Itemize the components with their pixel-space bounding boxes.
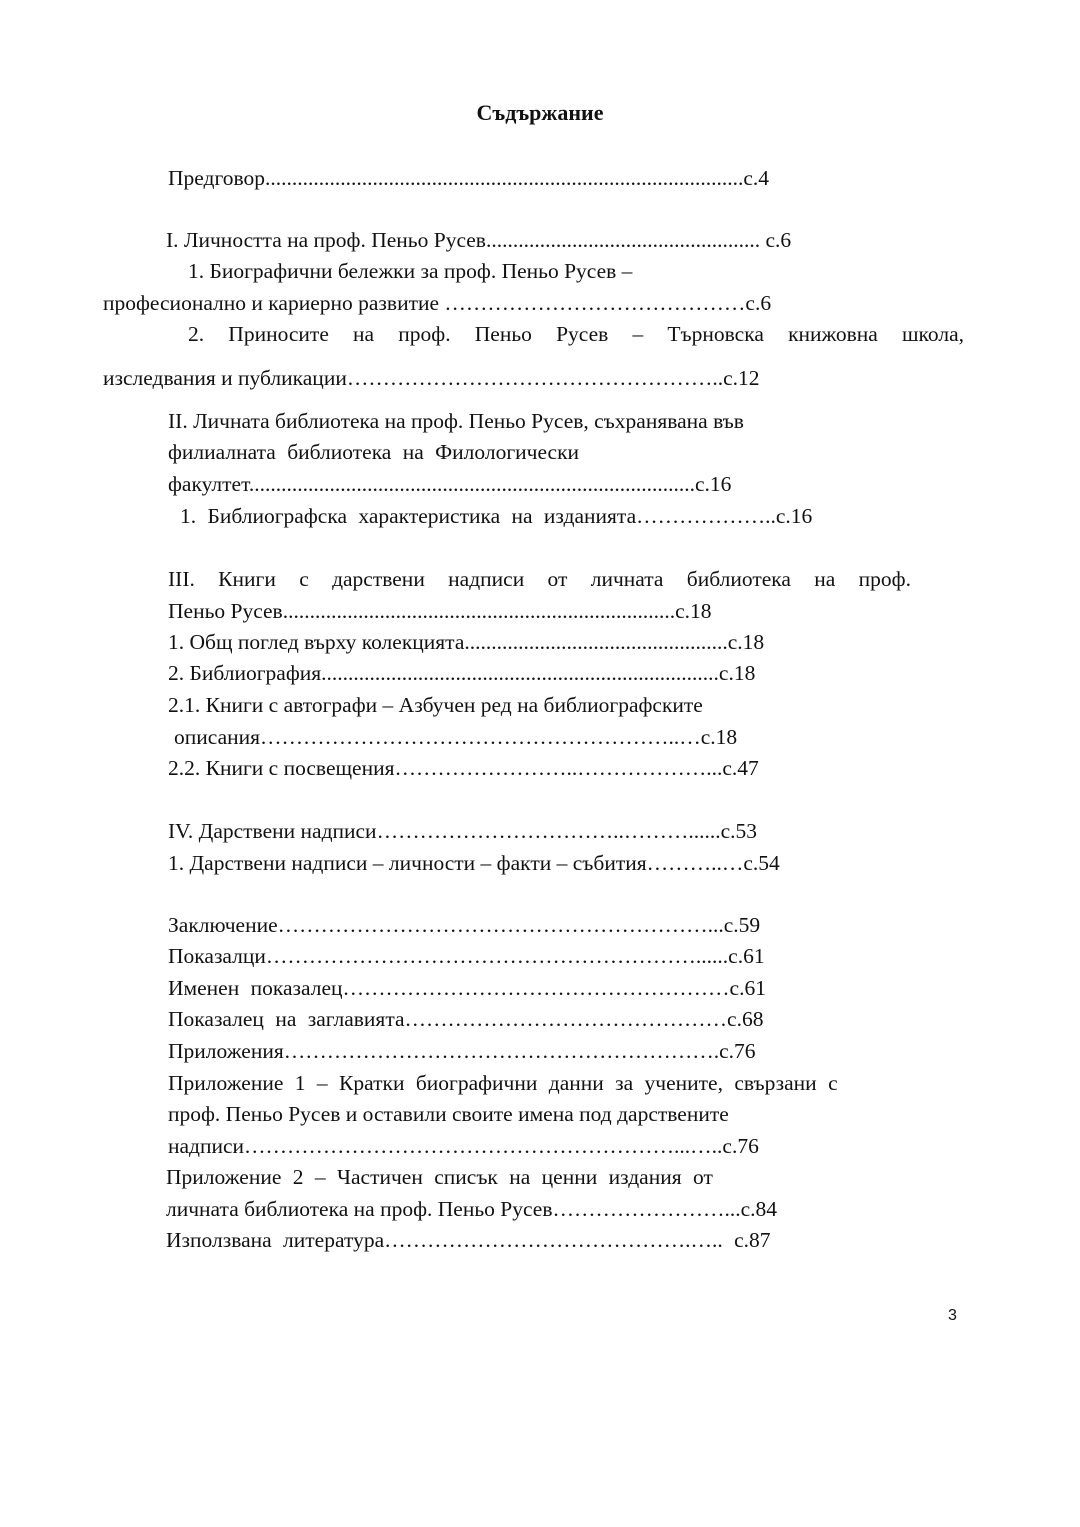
toc-entry-appendix2-line1: Приложение 2 – Частичен списък на ценни издания от (166, 1165, 713, 1189)
toc-part3-heading-line1: III. Книги с дарствени надписи от личната библиотека на проф. (168, 567, 911, 591)
toc-entry-references: Използвана литература…………………………………….….. с.87 (166, 1228, 771, 1252)
toc-entry-appendix1-line3: надписи……………………………………………………...…..с.76 (168, 1134, 759, 1158)
toc-part2-heading-line1: II. Личната библиотека на проф. Пеньо Русев, съхранявана във (168, 409, 744, 433)
toc-part1-item1-line2: професионално и кариерно развитие ……………………………………с.6 (103, 291, 772, 315)
toc-part3-item2: 2. Библиография..........................................................................с.18 (168, 661, 756, 685)
toc-part2-heading-line2: филиалната библиотека на Филологически (168, 440, 580, 464)
toc-part1-item1-line1: 1. Биографични бележки за проф. Пеньо Русев – (188, 259, 633, 283)
toc-part3-item22: 2.2. Книги с посвещения……………………..………………...с.47 (168, 756, 759, 780)
toc-part4-heading: IV. Дарствени надписи……………………………..………......с.53 (168, 819, 757, 843)
toc-entry-name-index: Именен показалец………………………………………………с.61 (168, 976, 766, 1000)
toc-part3-heading-line2: Пеньо Русев.........................................................................с.18 (168, 599, 712, 623)
toc-entry-appendix1-line1: Приложение 1 – Кратки биографични данни за учените, свързани с (168, 1071, 838, 1095)
toc-part3-item21-line1: 2.1. Книги с автографи – Азбучен ред на библиографските (168, 693, 703, 717)
toc-part1-item2-line1: 2. Приносите на проф. Пеньо Русев – Търновска книжовна школа, (188, 322, 964, 346)
toc-part1-heading: I. Личността на проф. Пеньо Русев................................................... с.6 (166, 228, 792, 252)
toc-part1-item2-line2: изследвания и публикации……………………………………………..с.12 (103, 366, 760, 390)
toc-entry-appendix1-line2: проф. Пеньо Русев и оставили своите имена под дарствените (168, 1102, 729, 1126)
toc-entry-conclusion: Заключение……………………………………………………...с.59 (168, 913, 761, 937)
toc-entry-appendix2-line2: личната библиотека на проф. Пеньо Русев……………………...с.84 (166, 1197, 778, 1221)
toc-part3-item1: 1. Общ поглед върху колекцията.................................................с.18 (168, 630, 765, 654)
toc-part2-item1: 1. Библиографска характеристика на изданията………………..с.16 (180, 504, 813, 528)
toc-entry-indexes: Показалци……………………………………………………......с.61 (168, 944, 765, 968)
toc-part3-item21-line2: описания…………………………………………………..…с.18 (174, 725, 738, 749)
toc-part4-item1: 1. Дарствени надписи – личности – факти – събития………..…с.54 (168, 851, 780, 875)
toc-entry-preface: Предговор.........................................................................................с.4 (168, 166, 770, 190)
toc-entry-appendices: Приложения…………………………………………………….с.76 (168, 1039, 756, 1063)
toc-part2-heading-line3: факултет...................................................................................с.16 (168, 472, 732, 496)
toc-entry-title-index: Показалец на заглавията………………………………………с.68 (168, 1007, 764, 1031)
page-number: 3 (948, 1307, 957, 1324)
page-title: Съдържание (476, 100, 604, 125)
